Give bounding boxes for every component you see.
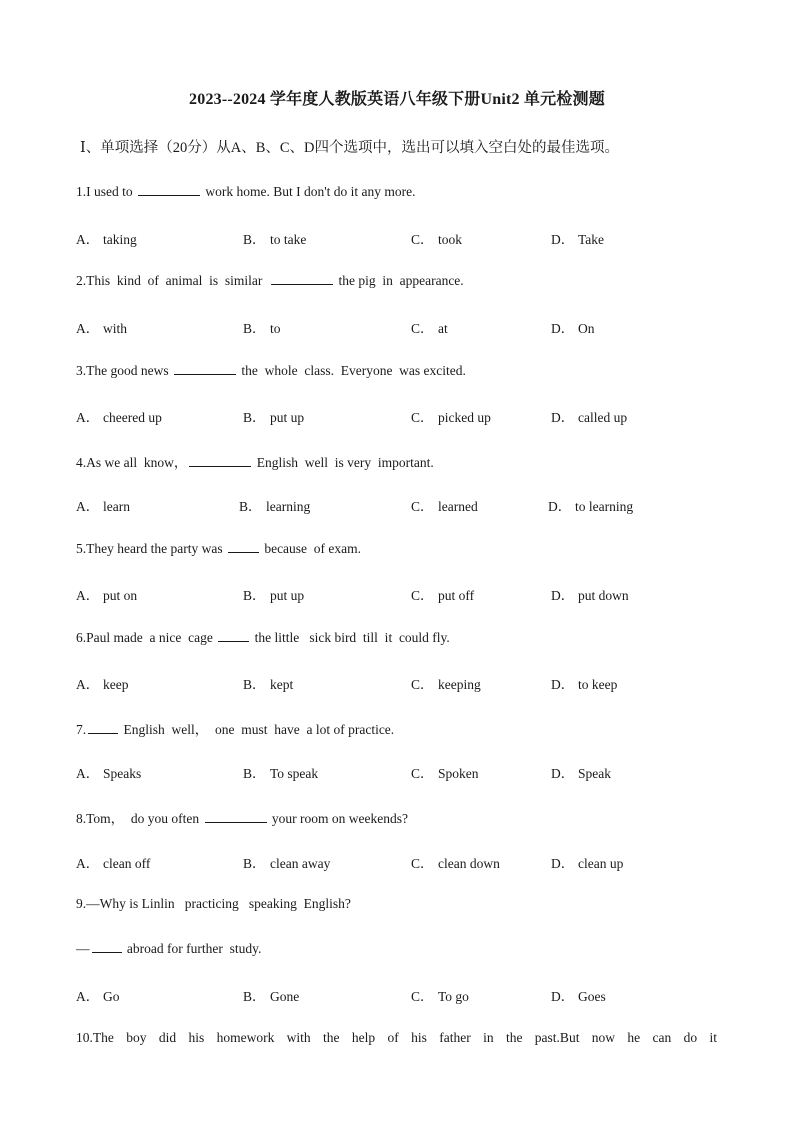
option-b[interactable]: B． To speak	[243, 766, 319, 781]
question-7	[76, 718, 394, 738]
question-6	[76, 629, 450, 646]
option-b[interactable]: B． to take	[243, 232, 307, 247]
option-a[interactable]: A． taking	[76, 232, 137, 247]
question-text: 6.Paul made a nice cage	[76, 630, 217, 645]
option-d[interactable]: D． put down	[551, 588, 629, 603]
option-b[interactable]: B． put up	[243, 588, 305, 603]
question-3	[76, 362, 466, 379]
answer-blank[interactable]	[189, 454, 251, 467]
option-a[interactable]: A． Speaks	[76, 766, 142, 781]
option-b[interactable]: B． learning	[239, 499, 311, 514]
option-c[interactable]: C． learned	[411, 499, 478, 514]
question-8	[76, 807, 408, 827]
option-c[interactable]: C． took	[411, 232, 463, 247]
question-text: 3.The good news	[76, 363, 172, 378]
option-b[interactable]: B． clean away	[243, 856, 331, 871]
options-6	[0, 673, 794, 693]
question-text: work home. But I don't do it any more.	[202, 184, 416, 199]
answer-blank[interactable]	[174, 362, 236, 375]
question-2	[76, 272, 464, 289]
question-text: 2.This kind of animal is similar	[76, 273, 270, 288]
option-c[interactable]: C． clean down	[411, 856, 500, 871]
option-d[interactable]: D． On	[551, 321, 595, 336]
option-a[interactable]: A． learn	[76, 499, 130, 514]
question-text: 5.They heard the party was	[76, 541, 226, 556]
option-c[interactable]: C． keeping	[411, 677, 481, 692]
question-5	[76, 540, 361, 557]
question-text: abroad for further study.	[123, 941, 262, 956]
answer-blank[interactable]	[138, 183, 200, 196]
option-d[interactable]: D． clean up	[551, 856, 624, 871]
question-text: 7.	[76, 722, 87, 737]
option-b[interactable]: B． put up	[243, 410, 305, 425]
options-1	[0, 228, 794, 248]
options-3	[0, 406, 794, 426]
option-d[interactable]: D． Speak	[551, 766, 611, 781]
options-9	[0, 985, 794, 1005]
question-10: 10.The boy did his homework with the help of his father in the past.But now he can do it	[76, 1030, 717, 1045]
option-c[interactable]: C． Spoken	[411, 766, 479, 781]
page-title: 2023--2024 学年度人教版英语八年级下册Unit2 单元检测题	[189, 91, 605, 108]
options-4	[0, 495, 794, 515]
option-d[interactable]: D． to learning	[548, 499, 634, 514]
option-c[interactable]: C． put off	[411, 588, 475, 603]
option-b[interactable]: B． Gone	[243, 989, 300, 1004]
answer-blank[interactable]	[205, 810, 267, 823]
option-c[interactable]: C． picked up	[411, 410, 491, 425]
answer-blank[interactable]	[88, 721, 118, 734]
question-text: your room on weekends?	[268, 811, 409, 826]
option-b[interactable]: B． kept	[243, 677, 294, 692]
option-a[interactable]: A． cheered up	[76, 410, 162, 425]
question-9-prompt: 9.—Why is Linlin practicing speaking English?	[76, 896, 351, 911]
option-a[interactable]: A． clean off	[76, 856, 151, 871]
answer-blank[interactable]	[271, 272, 333, 285]
option-a[interactable]: A． Go	[76, 989, 120, 1004]
question-text: 1.I used to	[76, 184, 136, 199]
question-text: —	[76, 941, 90, 956]
answer-blank[interactable]	[218, 629, 249, 642]
answer-blank[interactable]	[92, 940, 122, 953]
question-text: English well， one must have a lot of practice.	[120, 722, 395, 737]
options-5	[0, 584, 794, 604]
option-b[interactable]: B． to	[243, 321, 281, 336]
option-d[interactable]: D． Take	[551, 232, 605, 247]
question-text: 4.As we all know，	[76, 455, 188, 470]
question-text: because of exam.	[260, 541, 362, 556]
option-c[interactable]: C． To go	[411, 989, 469, 1004]
answer-blank[interactable]	[228, 540, 259, 553]
question-text: English well is very important.	[253, 455, 434, 470]
question-4	[76, 451, 434, 471]
options-7	[0, 762, 794, 782]
option-d[interactable]: D． called up	[551, 410, 628, 425]
question-text: the whole class. Everyone was excited.	[237, 363, 466, 378]
option-a[interactable]: A． with	[76, 321, 128, 336]
option-d[interactable]: D． Goes	[551, 989, 606, 1004]
option-a[interactable]: A． put on	[76, 588, 138, 603]
question-text: the little sick bird till it could fly.	[251, 630, 450, 645]
question-text: the pig in appearance.	[335, 273, 464, 288]
options-2	[0, 317, 794, 337]
option-a[interactable]: A． keep	[76, 677, 129, 692]
question-text: 8.Tom， do you often	[76, 811, 203, 826]
options-8	[0, 852, 794, 872]
question-9	[76, 940, 261, 957]
option-d[interactable]: D． to keep	[551, 677, 618, 692]
question-1	[76, 183, 416, 200]
section-header: Ⅰ、单项选择（20分）从A、B、C、D四个选项中，选出可以填入空白处的最佳选项。	[80, 140, 620, 156]
option-c[interactable]: C． at	[411, 321, 448, 336]
